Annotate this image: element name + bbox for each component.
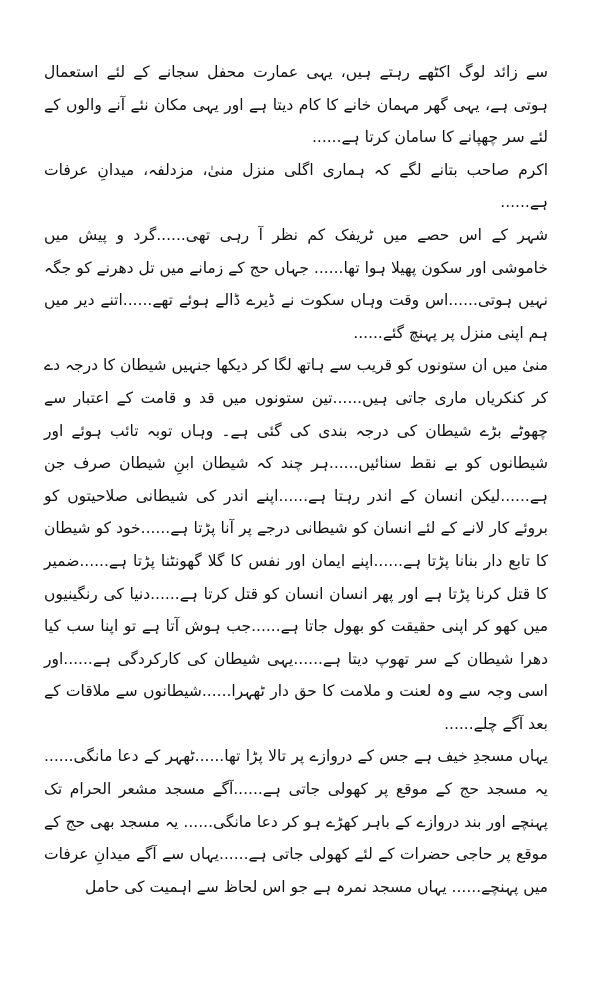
paragraph-mina-pillars: منیٰ میں ان ستونوں کو قریب سے ہاتھ لگا کر دیکھا جنہیں شیطان کا درجہ دے کر کنکریاں ماری جاتی ہیں......تین ستونوں میں قد و قامت کے اعتبار سے چھوٹے بڑے شیطان کی درجہ بندی کی گئی ہے۔ وہاں توبہ تائب ہوئے اور شیطانوں کو بے نقط سنائیں......ہر چند کہ شیطان ابنِ شیطان صرف جن ہے......لیکن انسان کے اندر رہتا ہے......اپنے اندر کی شیطانی صلاحیتوں کو بروئے کار لانے کے لئے انسان کو شیطانی درجے پر آنا پڑتا ہے......خود کو شیطان کا تابع دار بنانا پڑتا ہے......اپنے ایمان اور نفس کا گلا گھونٹنا پڑتا ہے......ضمیر کا قتل کرنا پڑتا ہے اور پھر انسان انسان کو قتل کرتا ہے......دنیا کی رنگینیوں میں کھو کر اپنی حقیقت کو بھول جاتا ہے......جب ہوش آتا ہے تو اپنا سب کیا دھرا شیطان کے سر تھوپ دیتا ہے......یہی شیطان کی کارکردگی ہے......اور اسی وجہ سے وہ لعنت و ملامت کا حق دار ٹھہرا......شیطانوں سے ملاقات کے بعد آگے چلے...... bbox=[44, 356, 548, 733]
paragraph-next-destination: اکرم صاحب بتانے لگے کہ ہماری اگلی منزل منیٰ، مزدلفہ، میدانِ عرفات ہے...... bbox=[44, 160, 548, 212]
paragraph-continuation: سے زائد لوگ اکٹھے رہتے ہیں، یہی عمارت محفل سجانے کے لئے استعمال ہوتی ہے، یہی گھر مہمان خانے کا کام دیتا ہے اور یہی مکان نئے آنے والوں کے لئے سر چھپانے کا سامان کرتا ہے...... bbox=[44, 63, 548, 147]
urdu-text-block bbox=[44, 56, 548, 903]
paragraph-city-quiet: شہر کے اس حصے میں ٹریفک کم نظر آ رہی تھی......گرد و پیش میں خاموشی اور سکون پھیلا ہوا تھا...... جہاں حج کے زمانے میں تل دھرنے کو جگہ نہیں ہوتی......اس وقت وہاں سکوت نے ڈیرے ڈالے ہوئے تھے......اتنے دیر میں ہم اپنی منزل پر پہنچ گئے...... bbox=[44, 225, 548, 342]
paragraph-masjid-khaif: یہاں مسجدِ خیف ہے جس کے دروازے پر تالا پڑا تھا......ٹھہر کے دعا مانگی...... یہ مسجد حج کے موقع پر کھولی جاتی ہے......آگے مسجد مشعر الحرام تک پہنچے اور بند دروازے کے باہر کھڑے ہو کر دعا مانگی...... یہ مسجد بھی حج کے موقع پر حاجی حضرات کے لئے کھولی جاتی ہے......یہاں سے آگے میدانِ عرفات میں پہنچے...... یہاں مسجد نمرہ ہے جو اس لحاظ سے اہمیت کی حامل bbox=[44, 747, 548, 896]
